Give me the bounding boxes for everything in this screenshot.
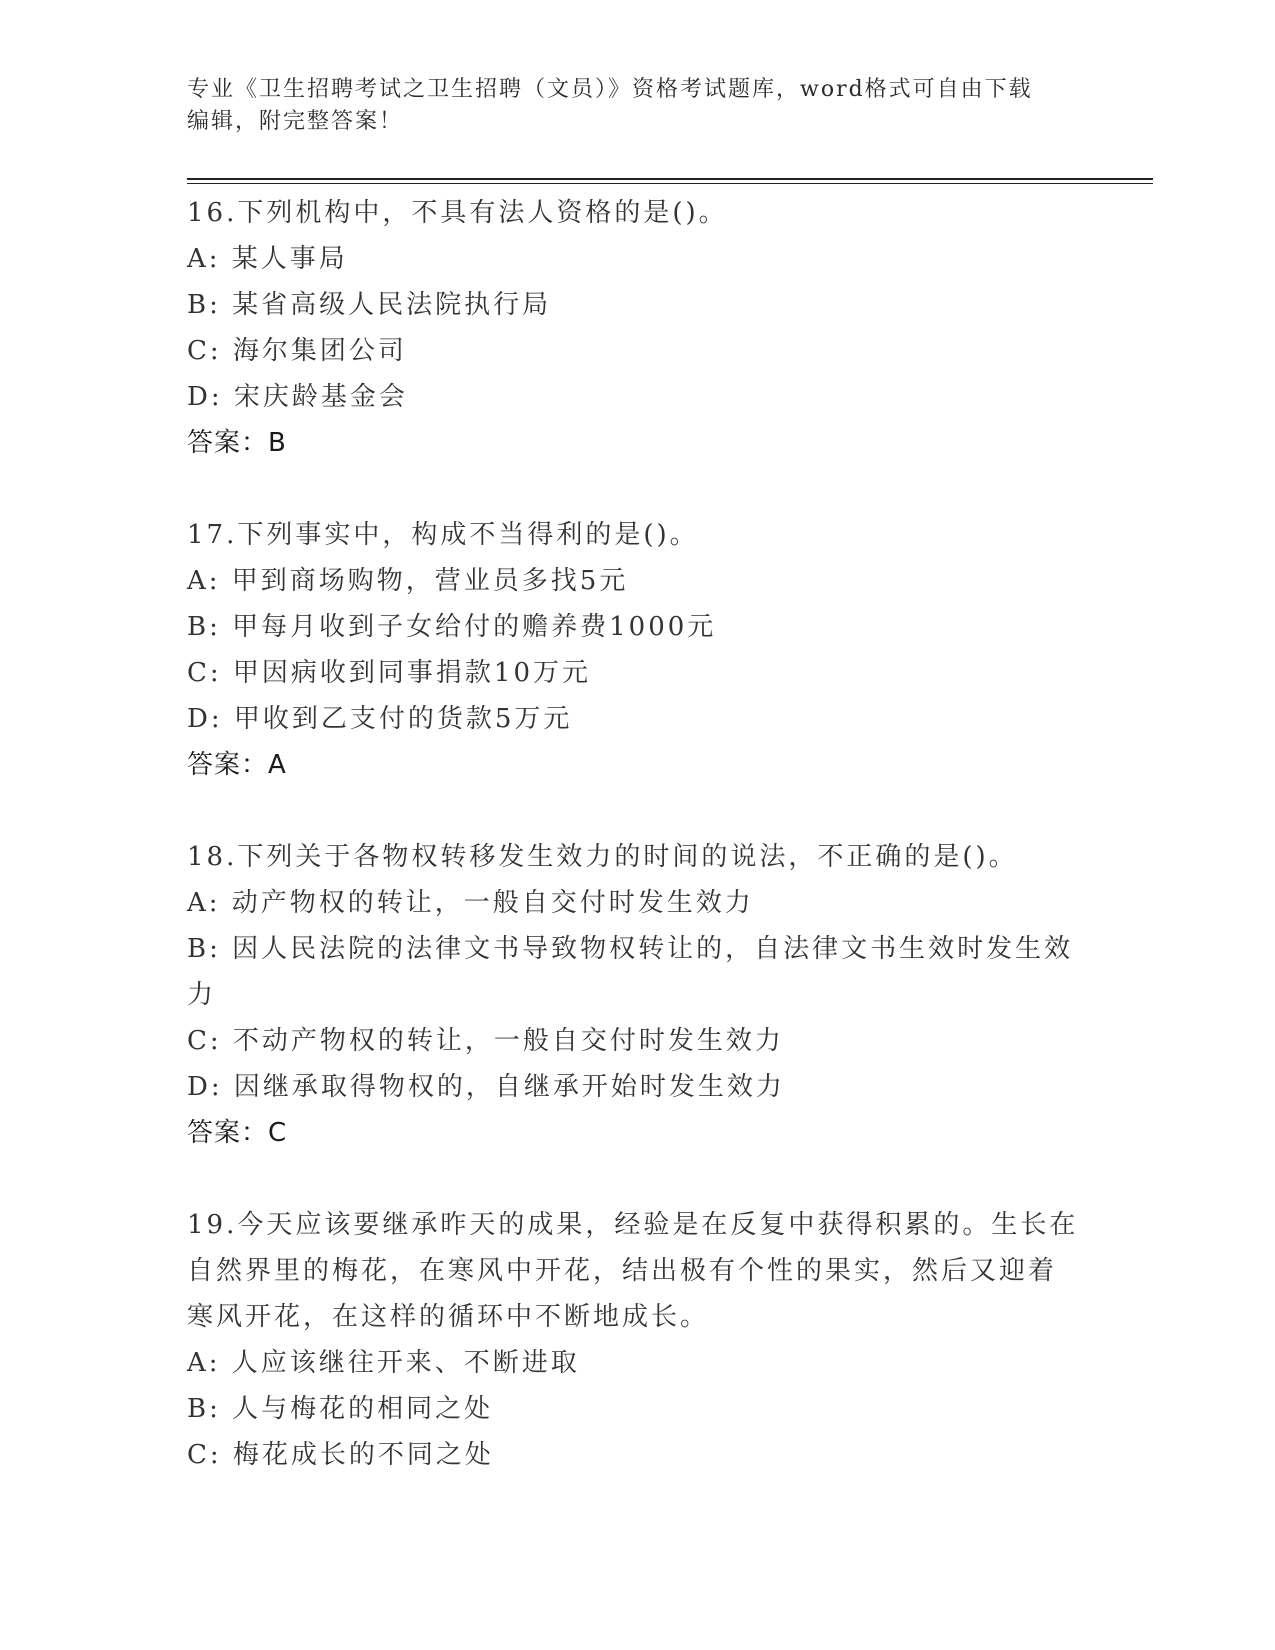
option-c: C: 不动产物权的转让，一般自交付时发生效力: [187, 1026, 784, 1056]
header-divider-thick: [187, 178, 1153, 180]
question-stem-continued: 自然界里的梅花，在寒风中开花，结出极有个性的果实，然后又迎着: [187, 1256, 1058, 1286]
option-c: C: 甲因病收到同事捐款10万元: [187, 658, 592, 688]
option-c: C: 海尔集团公司: [187, 336, 407, 366]
document-header: [187, 74, 1087, 138]
header-divider-thin: [187, 183, 1153, 184]
question-stem: 18.下列关于各物权转移发生效力的时间的说法，不正确的是()。: [187, 842, 1018, 872]
header-line-1: 专业《卫生招聘考试之卫生招聘（文员）》资格考试题库，word格式可自由下载: [187, 77, 1033, 102]
question-stem: 19.今天应该要继承昨天的成果，经验是在反复中获得积累的。生长在: [187, 1210, 1079, 1240]
option-a: A: 动产物权的转让，一般自交付时发生效力: [187, 888, 754, 918]
header-line-2: 编辑，附完整答案！: [187, 109, 404, 134]
question-spacer: [187, 788, 1087, 834]
option-b-continued: 力: [187, 980, 217, 1010]
option-d: D: 因继承取得物权的，自继承开始时发生效力: [187, 1072, 785, 1102]
question-block: [187, 834, 1087, 1202]
option-b: B: 某省高级人民法院执行局: [187, 290, 552, 320]
option-b: B: 因人民法院的法律文书导致物权转让的，自法律文书生效时发生效: [187, 934, 1074, 964]
option-a: A: 某人事局: [187, 244, 348, 274]
question-stem: 16.下列机构中，不具有法人资格的是()。: [187, 198, 728, 228]
option-a: A: 人应该继往开来、不断进取: [187, 1348, 580, 1378]
question-block: [187, 512, 1087, 834]
question-spacer: [187, 1156, 1087, 1202]
option-c: C: 梅花成长的不同之处: [187, 1440, 494, 1470]
option-d: D: 甲收到乙支付的货款5万元: [187, 704, 573, 734]
answer-label: 答案：A: [187, 750, 287, 780]
option-a: A: 甲到商场购物，营业员多找5元: [187, 566, 629, 596]
option-b: B: 人与梅花的相同之处: [187, 1394, 494, 1424]
answer-label: 答案：B: [187, 428, 287, 458]
question-stem-continued: 寒风开花，在这样的循环中不断地成长。: [187, 1302, 710, 1332]
question-spacer: [187, 466, 1087, 512]
option-d: D: 宋庆龄基金会: [187, 382, 408, 412]
question-block: [187, 190, 1087, 512]
question-list: [187, 190, 1087, 1478]
question-block: [187, 1202, 1087, 1478]
option-b: B: 甲每月收到子女给付的赡养费1000元: [187, 612, 717, 642]
question-stem: 17.下列事实中，构成不当得利的是()。: [187, 520, 699, 550]
answer-label: 答案：C: [187, 1118, 288, 1148]
